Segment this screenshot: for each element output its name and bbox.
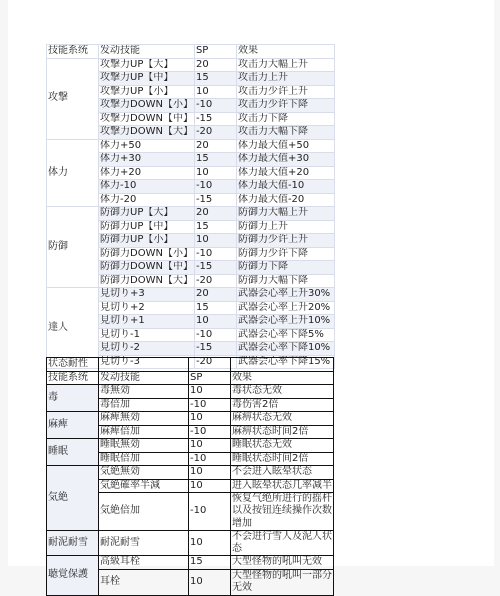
skill-group-cell: 麻痺 xyxy=(47,412,99,439)
empty-cell xyxy=(99,358,189,372)
activated-skill-cell: 耐泥耐雪 xyxy=(99,530,189,556)
effect-cell: 麻痹状态无效 xyxy=(231,412,334,426)
effect-cell: 不会进行雪人及泥人状态 xyxy=(232,530,332,555)
header-skill-system: 技能系统 xyxy=(47,45,99,59)
sp-cell: 10 xyxy=(194,166,236,180)
activated-skill-cell: 防御力UP【大】 xyxy=(99,207,195,221)
effect-cell: 武器会心率上升10% xyxy=(236,315,334,329)
effect-cell: 毒伤害2倍 xyxy=(231,398,334,412)
sp-cell: -10 xyxy=(189,452,231,466)
activated-skill-cell: 攻撃力DOWN【中】 xyxy=(100,112,193,124)
effect-cell: 体力最大值-10 xyxy=(236,180,334,194)
table-row xyxy=(47,466,334,480)
activated-skill-cell: 防御力DOWN【小】 xyxy=(100,247,193,259)
activated-skill-cell: 防御力UP【中】 xyxy=(99,220,195,234)
table-row xyxy=(47,439,334,453)
sp-cell: -15 xyxy=(194,112,236,126)
activated-skill-cell: 体力+20 xyxy=(99,166,195,180)
table-row xyxy=(47,207,335,221)
sp-cell: 15 xyxy=(194,220,236,234)
effect-cell: 麻痹状态时间2倍 xyxy=(231,425,334,439)
skill-group-cell: 達人 xyxy=(47,288,99,369)
sp-cell: 20 xyxy=(194,139,236,153)
effect-cell: 防御力上升 xyxy=(236,220,334,234)
sp-cell: -15 xyxy=(194,261,236,275)
table-title-row xyxy=(47,358,334,372)
activated-skill-cell: 見切り+1 xyxy=(99,315,195,329)
activated-skill-cell: 体力-10 xyxy=(99,180,195,194)
sp-cell: 10 xyxy=(189,439,231,453)
sp-cell: -10 xyxy=(194,328,236,342)
effect-cell: 大型怪物的吼叫无效 xyxy=(231,556,334,570)
skill-group-cell: 体力 xyxy=(47,139,99,207)
activated-skill-cell: 高級耳栓 xyxy=(99,556,189,570)
table-row xyxy=(47,530,334,556)
status-resistance-table xyxy=(46,357,334,596)
effect-cell: 体力最大值-20 xyxy=(236,193,334,207)
activated-skill-cell: 麻痺無効 xyxy=(99,412,189,426)
effect-cell: 武器会心率上升20% xyxy=(236,301,334,315)
sp-cell: 15 xyxy=(194,72,236,86)
sp-cell: 10 xyxy=(189,466,231,480)
header-activated-skill: 发动技能 xyxy=(99,371,189,385)
header-sp: SP xyxy=(194,45,236,59)
effect-cell: 防御力少许下降 xyxy=(236,247,334,261)
effect-cell: 毒状态无效 xyxy=(231,385,334,399)
activated-skill-cell: 気絶無効 xyxy=(99,466,189,480)
sp-cell: -20 xyxy=(194,355,236,369)
table-row xyxy=(47,385,334,399)
effect-cell: 攻击力下降 xyxy=(236,112,334,126)
sp-cell: 10 xyxy=(189,412,231,426)
skill-group-cell: 気絶 xyxy=(47,466,99,531)
skill-group-cell: 睡眠 xyxy=(47,439,99,466)
activated-skill-cell: 睡眠無効 xyxy=(99,439,189,453)
skill-group-cell: 防御 xyxy=(47,207,99,288)
activated-skill-cell: 防御力UP【小】 xyxy=(99,234,195,248)
activated-skill-cell: 体力+50 xyxy=(99,139,195,153)
sp-cell: -10 xyxy=(194,180,236,194)
activated-skill-cell: 気絶倍加 xyxy=(99,493,189,531)
effect-cell: 体力最大值+30 xyxy=(236,153,334,167)
effect-cell: 攻击力少许下降 xyxy=(236,99,334,113)
effect-cell: 防御力下降 xyxy=(236,261,334,275)
sp-cell: 10 xyxy=(194,315,236,329)
table-row xyxy=(47,139,335,153)
activated-skill-cell: 睡眠倍加 xyxy=(99,452,189,466)
effect-cell: 攻击力少许上升 xyxy=(236,85,334,99)
sp-cell: -10 xyxy=(194,247,236,261)
skill-group-cell: 耐泥耐雪 xyxy=(47,530,99,556)
sp-cell: 15 xyxy=(194,301,236,315)
sp-cell: -10 xyxy=(189,425,231,439)
table-row xyxy=(47,58,335,72)
activated-skill-cell: 体力+30 xyxy=(99,153,195,167)
table-header-row xyxy=(47,371,334,385)
activated-skill-cell: 見切り+2 xyxy=(99,301,195,315)
effect-cell: 攻击力上升 xyxy=(236,72,334,86)
sp-cell: -20 xyxy=(194,274,236,288)
sp-cell: 10 xyxy=(194,85,236,99)
effect-cell: 睡眠状态时间2倍 xyxy=(231,452,334,466)
activated-skill-cell: 見切り-1 xyxy=(99,328,195,342)
effect-cell: 攻击力大幅下降 xyxy=(236,126,334,140)
table-row xyxy=(47,556,334,570)
activated-skill-cell: 攻撃力DOWN【小】 xyxy=(100,99,193,110)
activated-skill-cell: 防御力DOWN【大】 xyxy=(100,274,193,286)
effect-cell: 恢复气绝所进行的摇杆以及按钮连续操作次数增加 xyxy=(232,493,332,529)
table-header-row xyxy=(47,45,335,59)
sp-cell: 10 xyxy=(189,479,231,493)
activated-skill-cell: 見切り+3 xyxy=(99,288,195,302)
header-effect: 效果 xyxy=(236,45,334,59)
skill-group-cell: 聴覚保護 xyxy=(47,556,99,595)
activated-skill-cell: 耳栓 xyxy=(99,569,189,595)
sp-cell: -20 xyxy=(194,126,236,140)
header-sp: SP xyxy=(189,371,231,385)
header-effect: 效果 xyxy=(231,371,334,385)
activated-skill-cell: 攻撃力UP【大】 xyxy=(99,58,195,72)
activated-skill-cell: 攻撃力UP【中】 xyxy=(99,72,195,86)
skill-group-cell: 攻撃 xyxy=(47,58,99,139)
activated-skill-cell: 攻撃力DOWN【大】 xyxy=(100,126,193,137)
spreadsheet-page xyxy=(8,0,494,594)
effect-cell: 武器会心率下降10% xyxy=(236,342,334,356)
sp-cell: -10 xyxy=(189,493,231,531)
status-resistance-table-body xyxy=(47,358,334,596)
empty-cell xyxy=(189,358,231,372)
table-row xyxy=(47,288,335,302)
activated-skill-cell: 防御力DOWN【中】 xyxy=(100,261,193,272)
effect-cell: 防御力大幅下降 xyxy=(236,274,334,288)
effect-cell: 防御力大幅上升 xyxy=(236,207,334,221)
activated-skill-cell: 攻撃力UP【小】 xyxy=(99,85,195,99)
empty-cell xyxy=(231,358,334,372)
table-row xyxy=(47,412,334,426)
sp-cell: -10 xyxy=(189,398,231,412)
effect-cell: 攻击力大幅上升 xyxy=(236,58,334,72)
activated-skill-cell: 見切り-3 xyxy=(99,355,195,369)
activated-skill-cell: 気絶確率半減 xyxy=(99,479,189,493)
skill-effects-table xyxy=(46,44,335,369)
sp-cell: 10 xyxy=(189,530,231,556)
activated-skill-cell: 見切り-2 xyxy=(99,342,195,356)
sp-cell: 20 xyxy=(194,288,236,302)
sp-cell: -10 xyxy=(194,99,236,113)
table-title: 状态耐性 xyxy=(47,358,99,372)
effect-cell: 大型怪物的吼叫一部分无效 xyxy=(232,569,332,594)
skill-group-cell: 毒 xyxy=(47,385,99,412)
header-skill-system: 技能系统 xyxy=(47,371,99,385)
header-activated-skill: 发动技能 xyxy=(99,45,195,59)
effect-cell: 进入眩晕状态几率减半 xyxy=(232,479,332,491)
sp-cell: 10 xyxy=(189,385,231,399)
effect-cell: 不会进入眩晕状态 xyxy=(231,466,334,480)
activated-skill-cell: 体力-20 xyxy=(99,193,195,207)
activated-skill-cell: 毒倍加 xyxy=(99,398,189,412)
sp-cell: 15 xyxy=(194,153,236,167)
effect-cell: 体力最大值+50 xyxy=(236,139,334,153)
sp-cell: 10 xyxy=(189,569,231,595)
activated-skill-cell: 麻痺倍加 xyxy=(99,425,189,439)
sp-cell: 20 xyxy=(194,207,236,221)
effect-cell: 武器会心率下降5% xyxy=(236,328,334,342)
activated-skill-cell: 毒無効 xyxy=(99,385,189,399)
effect-cell: 武器会心率下降15% xyxy=(236,355,334,369)
sp-cell: 15 xyxy=(189,556,231,570)
sp-cell: -15 xyxy=(194,193,236,207)
sp-cell: 10 xyxy=(194,234,236,248)
effect-cell: 防御力少许上升 xyxy=(236,234,334,248)
effect-cell: 睡眠状态无效 xyxy=(231,439,334,453)
sp-cell: 20 xyxy=(194,58,236,72)
effect-cell: 武器会心率上升30% xyxy=(236,288,334,302)
sp-cell: -15 xyxy=(194,342,236,356)
skill-effects-table-body xyxy=(47,45,335,369)
effect-cell: 体力最大值+20 xyxy=(236,166,334,180)
